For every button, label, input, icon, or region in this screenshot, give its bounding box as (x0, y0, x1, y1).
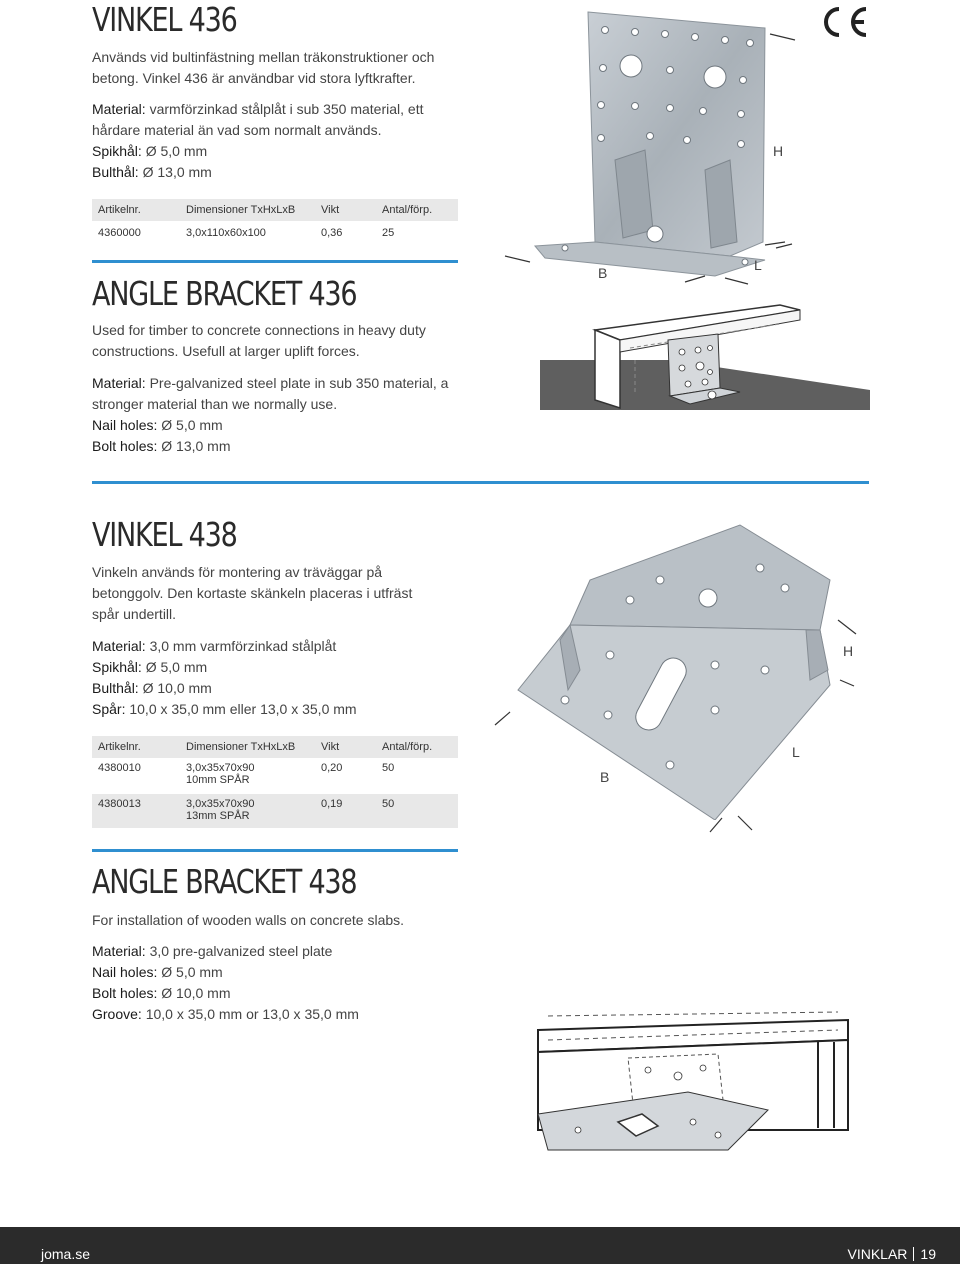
blue-divider (92, 260, 458, 263)
cell-dimensions (186, 798, 321, 822)
ce-mark-icon (822, 4, 870, 40)
nail-value: Ø 5,0 mm (157, 417, 223, 433)
groove-key: Spår: (92, 701, 126, 717)
bolt-key: Bulthål: (92, 680, 139, 696)
material-value: Pre-galvanized steel plate in sub 350 material, a stronger material than we normally use. (92, 375, 449, 412)
nail-key: Spikhål: (92, 659, 142, 675)
cell-dim-line2: 13mm SPÅR (186, 810, 250, 822)
footer-section-name: VINKLAR (847, 1246, 908, 1262)
dim-label-b: B (598, 265, 608, 281)
groove-value: 10,0 x 35,0 mm or 13,0 x 35,0 mm (141, 1006, 359, 1022)
bolt-value: Ø 13,0 mm (138, 164, 212, 180)
material-key: Material: (92, 943, 146, 959)
bolt-key: Bulthål: (92, 164, 139, 180)
cell-article: 4360000 (98, 227, 141, 239)
vinkel-436-table (92, 199, 458, 247)
cell-quantity: 25 (382, 227, 395, 239)
angle-bracket-436-title: ANGLE BRACKET 436 (92, 274, 357, 313)
header-article: Artikelnr. (98, 741, 141, 753)
section-divider (92, 481, 869, 484)
bolt-key: Bolt holes: (92, 985, 158, 1001)
cell-weight: 0,36 (321, 227, 343, 239)
material-key: Material: (92, 638, 146, 654)
cell-weight: 0,20 (321, 762, 343, 774)
material-value: 3,0 pre-galvanized steel plate (145, 943, 333, 959)
material-value: varmförzinkad stålplåt i sub 350 material, ett hårdare material än vad som normalt används. (92, 101, 424, 138)
header-quantity: Antal/förp. (382, 204, 433, 216)
vinkel-436-desc-text: Används vid bultinfästning mellan träkonstruktioner och betong. Vinkel 436 är användbar vid stora lyftkrafter. (92, 49, 435, 86)
footer-section (848, 1246, 937, 1262)
header-quantity: Antal/förp. (382, 741, 433, 753)
page-footer (0, 1227, 960, 1264)
bolt-key: Bolt holes: (92, 438, 158, 454)
angle-bracket-436-specs (92, 373, 464, 457)
bolt-value: Ø 10,0 mm (157, 985, 231, 1001)
cell-dim-line1: 3,0x35x70x90 (186, 798, 255, 810)
header-weight: Vikt (321, 204, 340, 216)
dim-label-h: H (843, 643, 854, 659)
table-row (92, 221, 458, 247)
nail-key: Spikhål: (92, 143, 142, 159)
cell-dimensions (186, 762, 321, 786)
vinkel-438-table (92, 736, 458, 828)
header-dimensions: Dimensioner TxHxLxB (186, 741, 296, 753)
footer-site[interactable]: joma.se (41, 1246, 91, 1262)
ab436-desc-text: Used for timber to concrete connections in heavy duty constructions. Usefull at larger uplift forces. (92, 322, 426, 359)
nail-key: Nail holes: (92, 417, 158, 433)
cell-dimensions: 3,0x110x60x100 (186, 227, 266, 239)
vinkel-438-desc-text: Vinkeln används för montering av träväggar på betonggolv. Den kortaste skänkeln placeras i utfräst spår undertill. (92, 564, 413, 622)
ce-mark (822, 4, 870, 40)
dimension-marks-436 (500, 20, 800, 300)
vinkel-436-title: VINKEL 436 (92, 0, 237, 39)
dim-label-l: L (792, 744, 800, 760)
cell-dim-line2: 10mm SPÅR (186, 774, 250, 786)
cell-article: 4380010 (98, 762, 141, 774)
angle-bracket-438-description (92, 910, 472, 931)
header-article: Artikelnr. (98, 204, 141, 216)
vinkel-438-description (92, 562, 442, 625)
ab438-desc-text: For installation of wooden walls on concrete slabs. (92, 912, 405, 928)
header-weight: Vikt (321, 741, 340, 753)
bolt-value: Ø 10,0 mm (138, 680, 212, 696)
dim-label-h: H (773, 143, 784, 159)
table-header (92, 736, 458, 758)
material-key: Material: (92, 101, 146, 117)
header-dimensions: Dimensioner TxHxLxB (186, 204, 296, 216)
angle-bracket-436-description (92, 320, 464, 362)
blue-divider (92, 849, 458, 852)
cell-dim-line1: 3,0x35x70x90 (186, 762, 255, 774)
vinkel-436-specs (92, 99, 464, 183)
footer-separator (913, 1247, 914, 1261)
vinkel-438-specs (92, 636, 464, 720)
dim-label-b: B (600, 769, 610, 785)
angle-bracket-438-title: ANGLE BRACKET 438 (92, 862, 357, 901)
groove-key: Groove: (92, 1006, 142, 1022)
table-row (92, 758, 458, 792)
footer-page-number: 19 (920, 1246, 936, 1262)
groove-value: 10,0 x 35,0 mm eller 13,0 x 35,0 mm (125, 701, 357, 717)
material-key: Material: (92, 375, 146, 391)
vinkel-438-title: VINKEL 438 (92, 515, 237, 554)
cell-quantity: 50 (382, 762, 395, 774)
table-header (92, 199, 458, 221)
table-row (92, 794, 458, 828)
installation-436-illustration (540, 300, 870, 430)
bolt-value: Ø 13,0 mm (157, 438, 231, 454)
angle-bracket-438-specs (92, 941, 472, 1025)
nail-key: Nail holes: (92, 964, 158, 980)
cell-quantity: 50 (382, 798, 395, 810)
dimension-marks-438 (490, 600, 870, 840)
vinkel-436-description (92, 47, 464, 89)
cell-article: 4380013 (98, 798, 141, 810)
cell-weight: 0,19 (321, 798, 343, 810)
installation-438-illustration (518, 1010, 863, 1165)
material-value: 3,0 mm varmförzinkad stålplåt (145, 638, 337, 654)
dim-label-l: L (754, 257, 762, 273)
nail-value: Ø 5,0 mm (141, 143, 208, 159)
nail-value: Ø 5,0 mm (157, 964, 223, 980)
nail-value: Ø 5,0 mm (141, 659, 208, 675)
